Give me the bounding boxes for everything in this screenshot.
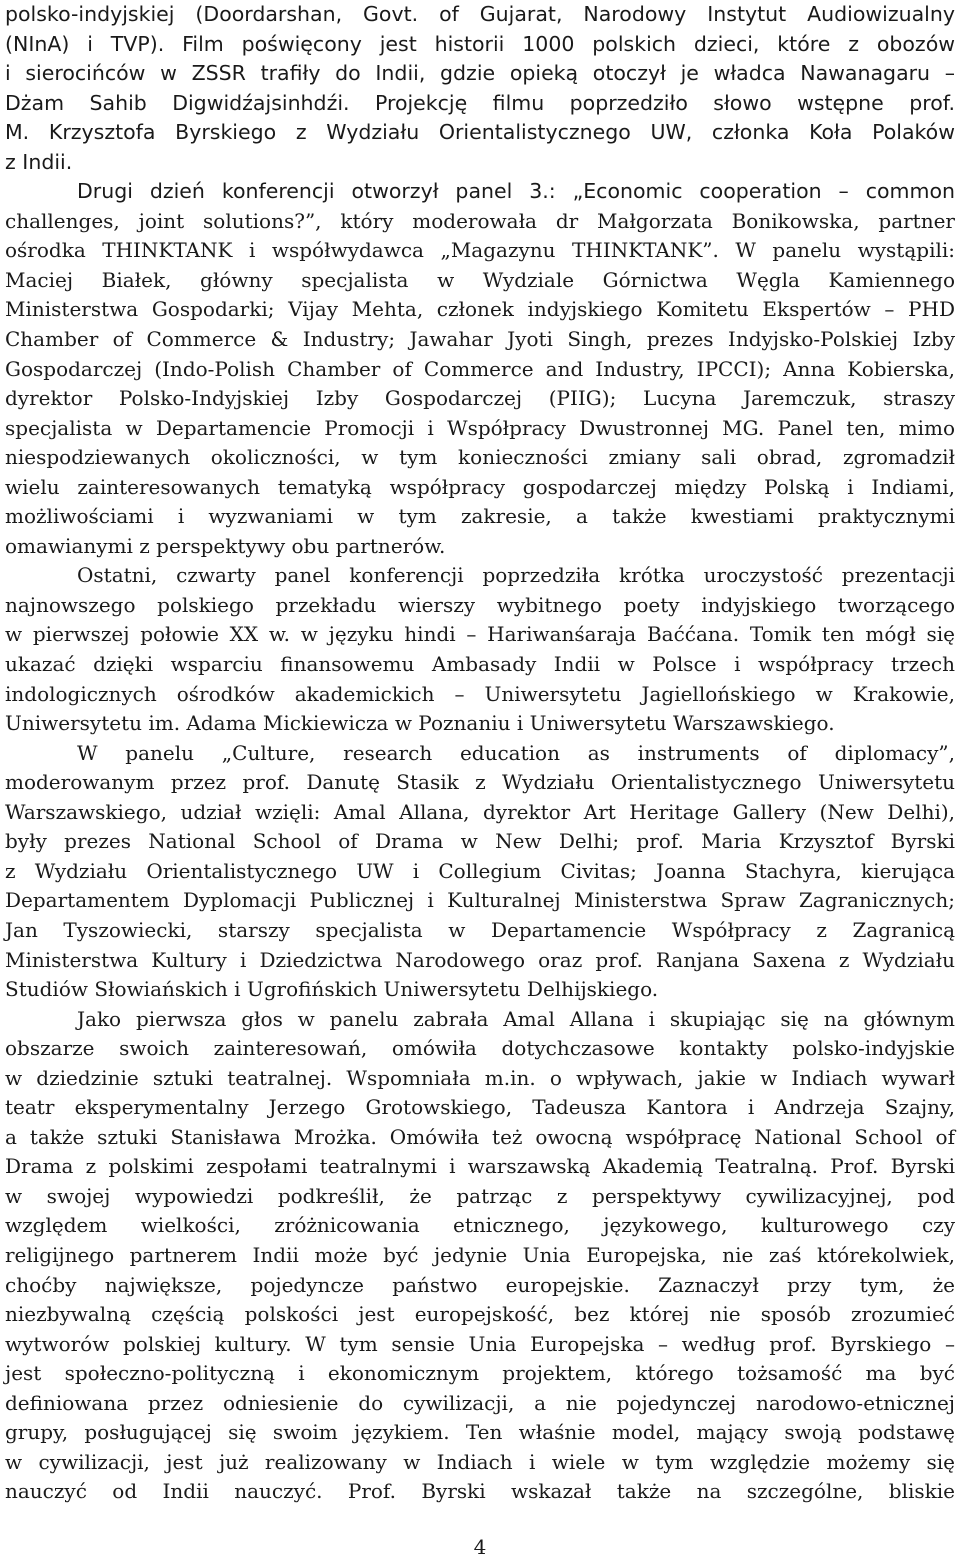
text-line: Ministerstwa Kultury i Dziedzictwa Narodowego oraz prof. Ranjana Saxena z Wydziału [5,947,955,972]
text-line: Dżam Sahib Digwidźajsinhdźi. Projekcję filmu poprzedziło słowo wstępne prof. [5,90,955,115]
text-line: grupy, posługującej się swoim językiem. Ten właśnie model, mający swoją podstawę [5,1420,955,1445]
text-line: Drama z polskimi zespołami teatralnymi i warszawską Akademią Teatralną. Prof. Byrski [5,1154,955,1179]
text-line: ukazać dzięki wsparciu finansowemu Ambasady Indii w Polsce i współpracy trzech [5,652,955,677]
text-line: Gospodarczej (Indo-Polish Chamber of Commerce and Industry, IPCCI); Anna Kobierska, [5,356,955,381]
text-line: indologicznych ośrodków akademickich – Uniwersytetu Jagiellońskiego w Krakowie, [5,681,955,706]
text-line: Ministerstwa Gospodarki; Vijay Mehta, członek indyjskiego Komitetu Ekspertów – PHD [5,297,955,322]
text-line: moderowanym przez prof. Danutę Stasik z Wydziału Orientalistycznego Uniwersytetu [5,770,955,795]
text-line: wielu zainteresowanych tematyką współpracy gospodarczej między Polską i Indiami, [5,474,955,499]
text-line: ośrodka THINKTANK i współwydawca „Magazynu THINKTANK”. W panelu wystąpili: [5,238,955,263]
text-line: wytworów polskiej kultury. W tym sensie Unia Europejska – według prof. Byrskiego – [5,1331,955,1356]
text-line: w pierwszej połowie XX w. w języku hindi – Hariwanśaraja Baććana. Tomik ten mógł się [5,622,955,647]
paragraph-start-line: W panelu „Culture, research education as instruments of diplomacy”, [77,740,955,765]
document-page [5,0,955,1507]
text-line: a także sztuki Stanisława Mrożka. Omówiła też owocną współpracę National School of [5,1124,955,1149]
page-number: 4 [473,1535,487,1559]
text-line: definiowana przez odniesienie do cywilizacji, a nie pojedynczej narodowo-etnicznej [5,1390,955,1415]
text-line: nauczyć od Indii nauczyć. Prof. Byrski wskazał także na szczególne, bliskie [5,1479,955,1504]
text-line: niezbywalną częścią polskości jest europejskość, bez której nie sposób zrozumieć [5,1302,955,1327]
text-line: w cywilizacji, jest już realizowany w Indiach i wiele w tym względzie możemy się [5,1449,955,1474]
text-line: religijnego partnerem Indii może być jedynie Unia Europejska, nie zaś którekolwiek, [5,1242,955,1267]
text-line: Uniwersytetu im. Adama Mickiewicza w Poznaniu i Uniwersytetu Warszawskiego. [5,711,835,736]
text-line: Warszawskiego, udział wzięli: Amal Allana, dyrektor Art Heritage Gallery (New Delhi), [5,799,955,824]
text-line: Jan Tyszowiecki, starszy specjalista w Departamencie Współpracy z Zagranicą [5,917,955,942]
text-line: teatr eksperymentalny Jerzego Grotowskiego, Tadeusza Kantora i Andrzeja Szajny, [5,1095,955,1120]
text-line: challenges, joint solutions?”, który moderowała dr Małgorzata Bonikowska, partner [5,208,955,233]
paragraph-start-line: Jako pierwsza głos w panelu zabrała Amal Allana i skupiając się na głównym [77,1006,955,1031]
text-line: dyrektor Polsko-Indyjskiej Izby Gospodarczej (PIIG); Lucyna Jaremczuk, straszy [5,386,955,411]
text-line: M. Krzysztofa Byrskiego z Wydziału Orientalistycznego UW, członka Koła Polaków [5,120,955,145]
text-line: jest społeczno-polityczną i ekonomicznym projektem, którego tożsamość ma być [5,1361,955,1386]
text-line: omawianymi z perspektywy obu partnerów. [5,533,446,558]
text-line: najnowszego polskiego przekładu wierszy wybitnego poety indyjskiego tworzącego [5,592,955,617]
text-line: i sierocińców w ZSSR trafiły do Indii, gdzie opieką otoczył je władca Nawanagaru – [5,61,955,86]
text-line: były prezes National School of Drama w New Delhi; prof. Maria Krzysztof Byrski [5,829,955,854]
text-line: możliwościami i wyzwaniami w tym zakresie, a także kwestiami praktycznymi [5,504,955,529]
text-line: względem wielkości, zróżnicowania etnicznego, językowego, kulturowego czy [5,1213,955,1238]
paragraph-start-line: Drugi dzień konferencji otworzył panel 3.: „Economic cooperation – common [77,179,955,204]
text-line: obszarze swoich zainteresowań, omówiła dotychczasowe kontakty polsko-indyjskie [5,1036,955,1061]
text-line: w dziedzinie sztuki teatralnej. Wspomniała m.in. o wpływach, jakie w Indiach wywarł [5,1065,955,1090]
text-line: z Indii. [5,149,73,174]
text-line: z Wydziału Orientalistycznego UW i Collegium Civitas; Joanna Stachyra, kierująca [5,858,955,883]
paragraph-start-line: Ostatni, czwarty panel konferencji poprzedziła krótka uroczystość prezentacji [77,563,955,588]
text-line: Chamber of Commerce & Industry; Jawahar Jyoti Singh, prezes Indyjsko-Polskiej Izby [5,327,955,352]
text-line: niespodziewanych okoliczności, w tym konieczności zmiany sali obrad, zgromadził [5,445,955,470]
text-line: Departamentem Dyplomacji Publicznej i Kulturalnej Ministerstwa Spraw Zagranicznych; [5,888,955,913]
text-line: specjalista w Departamencie Promocji i Współpracy Dwustronnej MG. Panel ten, mimo [5,415,955,440]
text-line: choćby największe, pojedyncze państwo europejskie. Zaznaczył przy tym, że [5,1272,955,1297]
text-line: w swojej wypowiedzi podkreślił, że patrząc z perspektywy cywilizacyjnej, pod [5,1183,955,1208]
text-line: Maciej Białek, główny specjalista w Wydziale Górnictwa Węgla Kamiennego [5,267,955,292]
text-line: Studiów Słowiańskich i Ugrofińskich Uniwersytetu Delhijskiego. [5,977,659,1002]
text-line: (NInA) i TVP). Film poświęcony jest historii 1000 polskich dzieci, które z obozów [5,31,955,56]
text-line: polsko-indyjskiej (Doordarshan, Govt. of Gujarat, Narodowy Instytut Audiowizualny [5,2,955,26]
